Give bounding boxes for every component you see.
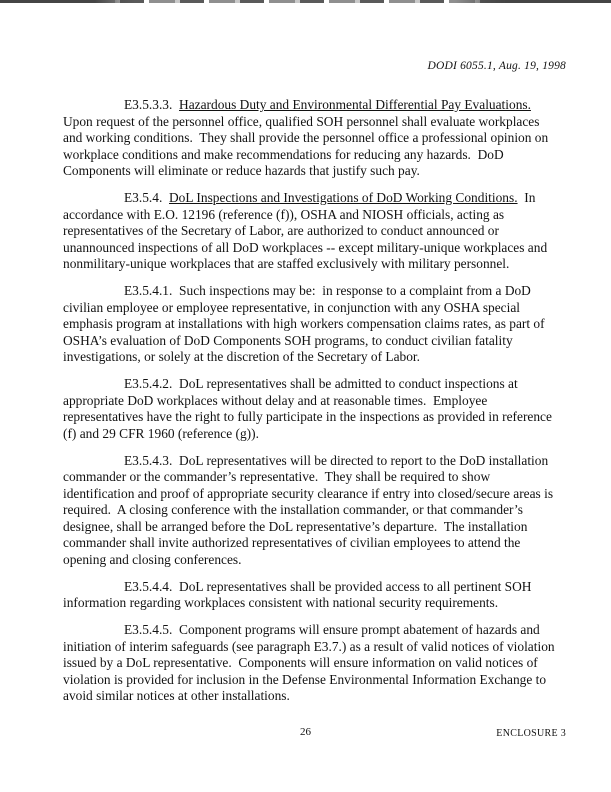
enclosure-label: ENCLOSURE 3 <box>496 728 566 739</box>
document-body <box>63 97 558 715</box>
paragraph-e3541 <box>63 283 555 366</box>
document-header: DODI 6055.1, Aug. 19, 1998 <box>427 60 566 72</box>
paragraph-e3544 <box>63 579 555 612</box>
paragraph-text: DoL representatives will be directed to report to the DoD installation commander or the commander’s representative. They shall be required to show identification and proof of appropriate security clearance if entry into closed/secure areas is required. A closing conference with the installation commander, or that commander’s designee, shall be arranged before the DoL representative’s departure. The installation commander shall invite authorized representatives of civilian employees to attend the opening and closing conferences. <box>63 452 557 567</box>
paragraph-number: E3.5.4.2. <box>124 376 180 391</box>
paragraph-number: E3.5.4.1. <box>124 283 180 298</box>
page-number: 26 <box>300 726 311 738</box>
paragraph-number: E3.5.4. <box>124 190 170 205</box>
paragraph-text: Component programs will ensure prompt abatement of hazards and initiation of interim safeguards (see paragraph E3.7.) as a result of valid notices of violation issued by a DoL representative. Components will ensure information on valid notices of violation is provided for inclusion in the Defense Environmental Information Exchange to avoid similar notices at other installations. <box>63 622 558 703</box>
paragraph-e3542 <box>63 376 555 442</box>
paragraph-text: Such inspections may be: in response to a complaint from a DoD civilian employee or employee representative, in conjunction with any OSHA special emphasis program at installations with high workers compensation claims rates, as part of OSHA’s evaluation of DoD Components SOH programs, to conduct civilian fatality investigations, or solely at the discretion of the Secretary of Labor. <box>63 283 548 364</box>
paragraph-number: E3.5.4.3. <box>124 452 180 468</box>
scan-artifact-line <box>0 0 611 3</box>
paragraph-e3533 <box>63 97 555 180</box>
paragraph-e3545 <box>63 622 558 705</box>
document-footer <box>45 726 566 742</box>
paragraph-text: DoL representatives shall be provided access to all pertinent SOH information regarding workplaces consistent with national security requirements. <box>63 578 535 610</box>
paragraph-heading: DoL Inspections and Investigations of DoD Working Conditions. <box>169 190 518 205</box>
paragraph-number: E3.5.3.3. <box>124 97 180 112</box>
paragraph-e3543 <box>63 453 555 569</box>
paragraph-number: E3.5.4.4. <box>124 578 180 594</box>
paragraph-number: E3.5.4.5. <box>124 622 180 637</box>
paragraph-text: Upon request of the personnel office, qualified SOH personnel shall evaluate workplaces and working conditions. They shall provide the personnel office a professional opinion on workplace conditions and make recommendations for reducing any hazards. DoD Components will eliminate or reduce hazards that justify such pay. <box>63 97 552 178</box>
paragraph-text: In accordance with E.O. 12196 (reference (f)), OSHA and NIOSH officials, acting as representatives of the Secretary of Labor, are authorized to conduct announced or unannounced inspections of all DoD workplaces -- except military-unique workplaces and nonmilitary-unique workplaces that are staffed exclusively with military personnel. <box>63 190 551 271</box>
paragraph-heading: Hazardous Duty and Environmental Differential Pay Evaluations. <box>179 97 531 112</box>
paragraph-text: DoL representatives shall be admitted to conduct inspections at appropriate DoD workplaces without delay and at reasonable times. Employee representatives have the right to fully participate in the inspections as provided in reference (f) and 29 CFR 1960 (reference (g)). <box>63 376 556 441</box>
paragraph-e354 <box>63 190 555 273</box>
